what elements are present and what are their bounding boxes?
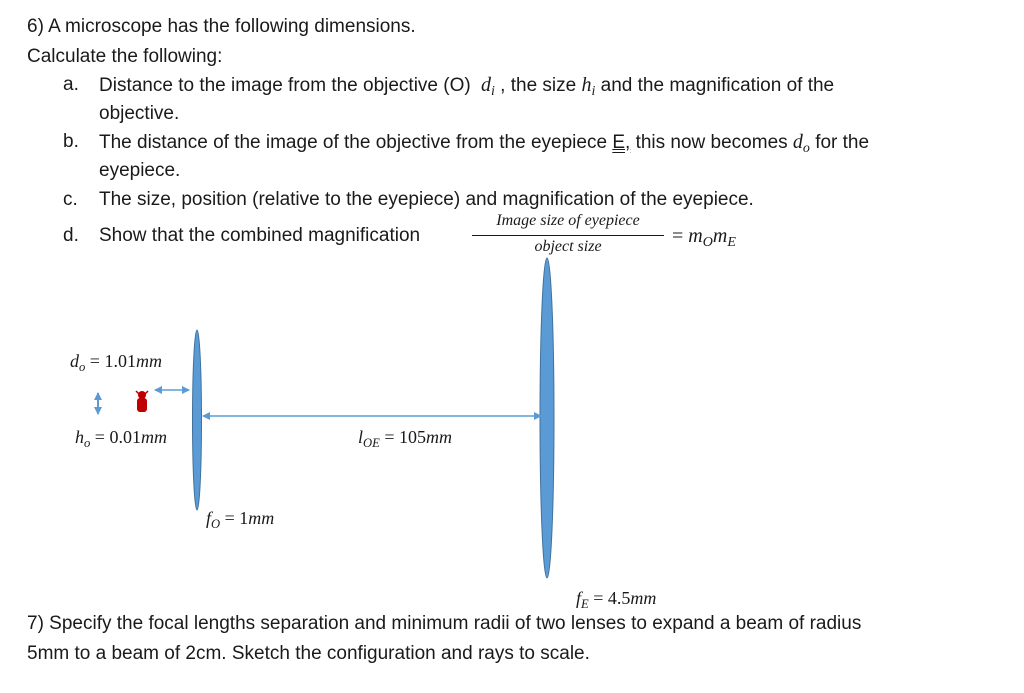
combined-magnification-expr: = $m_Om_E$ [672,225,736,250]
item-b-eyepiece-label: E, [612,132,631,153]
fraction-numerator: Image size of eyepiece [496,212,640,229]
object-figure-icon [136,391,148,412]
item-b-line2: eyepiece. [99,160,181,181]
objective-lens [193,330,202,510]
item-b-mid: this now becomes [635,132,788,153]
objective-focal-label: $f_O = 1mm$ [206,508,275,531]
item-c-marker: c. [63,189,78,210]
item-a-di: $d_i$ [481,74,495,99]
item-a-mid: , the size [500,75,577,96]
item-a-marker: a. [63,74,79,95]
eyepiece-lens [540,258,554,578]
q7-line1: 7) Specify the focal lengths separation and minimum radii of two lenses to expand a beam of radius [27,613,862,634]
item-c-text: The size, position (relative to the eyepiece) and magnification of the eyepiece. [99,189,754,210]
item-b-marker: b. [63,131,79,152]
item-a-post: and the magnification of the [600,75,835,96]
fraction-denominator: object size [534,238,602,255]
q7-line2: 5mm to a beam of 2cm. Sketch the configuration and rays to scale. [27,643,590,664]
separation-label: $l_{OE} = 105mm$ [358,427,452,450]
item-a-pre: Distance to the image from the objective (O) [99,75,471,96]
item-a-line2: objective. [99,103,180,124]
item-d-marker: d. [63,225,79,246]
item-b-post: for the [815,132,870,153]
item-b-do: $d_o$ [792,131,810,156]
item-d-text: Show that the combined magnification [99,225,421,246]
eyepiece-focal-label: $f_E = 4.5mm$ [576,588,657,611]
item-a-hi: $h_i$ [581,74,596,99]
object-height-label: $h_o = 0.01mm$ [75,427,167,450]
object-distance-label: $d_o = 1.01mm$ [70,351,162,374]
q6-heading: 6) A microscope has the following dimensions. [27,16,416,37]
q6-intro: Calculate the following: [27,46,223,67]
item-b-pre: The distance of the image of the objective from the eyepiece [99,132,608,153]
